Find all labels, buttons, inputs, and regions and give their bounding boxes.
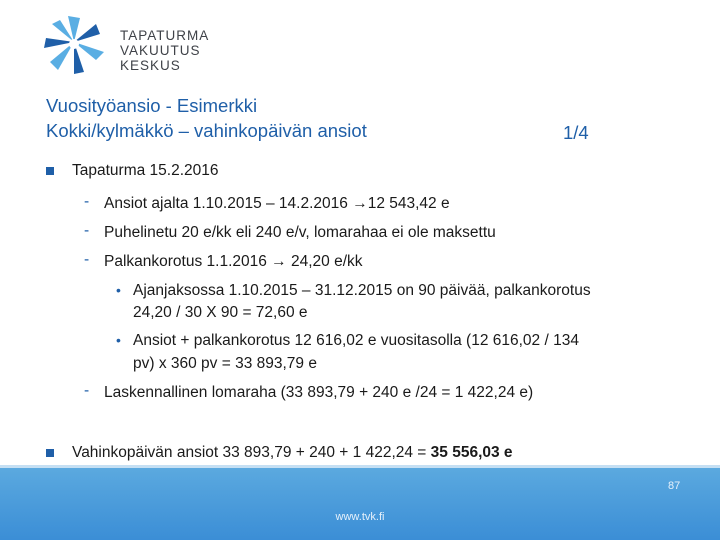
dash-bullet-icon: - bbox=[84, 382, 90, 399]
dash-bullet-icon: - bbox=[84, 193, 90, 210]
slide-fraction: 1/4 bbox=[563, 122, 589, 143]
total-formula: Vahinkopäivän ansiot 33 893,79 + 240 + 1 422,24 = bbox=[72, 444, 431, 461]
square-bullet-icon bbox=[46, 449, 54, 457]
logo-line-2: VAKUUTUS bbox=[120, 43, 201, 58]
sub-pay-raise: Palkankorotus 1.1.2016 → 24,20 e/kk bbox=[104, 253, 363, 270]
sub-holiday-pay: Laskennallinen lomaraha (33 893,79 + 240 e /24 = 1 422,24 e) bbox=[104, 384, 534, 401]
detail-period-calc: 24,20 / 30 X 90 = 72,60 e bbox=[133, 304, 308, 321]
footer-url-link[interactable]: www.tvk.fi bbox=[335, 511, 385, 523]
detail-period-days: Ajanjaksossa 1.10.2015 – 31.12.2015 on 90 päivää, palkankorotus bbox=[133, 282, 591, 299]
dash-bullet-icon: - bbox=[84, 251, 90, 268]
dot-bullet-icon: • bbox=[116, 282, 121, 298]
dot-bullet-icon: • bbox=[116, 332, 121, 348]
square-bullet-icon bbox=[46, 167, 54, 175]
total-result: 35 556,03 e bbox=[430, 444, 513, 461]
logo-line-1: TAPATURMA bbox=[120, 28, 210, 43]
page-number: 87 bbox=[668, 480, 681, 492]
dash-bullet-icon: - bbox=[84, 222, 90, 239]
title-line-2: Kokki/kylmäkkö – vahinkopäivän ansiot bbox=[46, 120, 367, 141]
sub-phone-benefit: Puhelinetu 20 e/kk eli 240 e/v, lomarahaa ei ole maksettu bbox=[104, 224, 496, 241]
detail-annual-calc: pv) x 360 pv = 33 893,79 e bbox=[133, 355, 317, 372]
sub-earnings-period: Ansiot ajalta 1.10.2015 – 14.2.2016 →12 543,42 e bbox=[104, 195, 450, 212]
footer-bar bbox=[0, 468, 720, 540]
bullet-accident-date: Tapaturma 15.2.2016 bbox=[72, 162, 219, 179]
detail-annual-earnings: Ansiot + palkankorotus 12 616,02 e vuositasolla (12 616,02 / 134 bbox=[133, 332, 579, 349]
logo-line-3: KESKUS bbox=[120, 58, 181, 73]
title-line-1: Vuosityöansio - Esimerkki bbox=[46, 95, 258, 116]
bullet-total-earnings bbox=[72, 443, 513, 463]
